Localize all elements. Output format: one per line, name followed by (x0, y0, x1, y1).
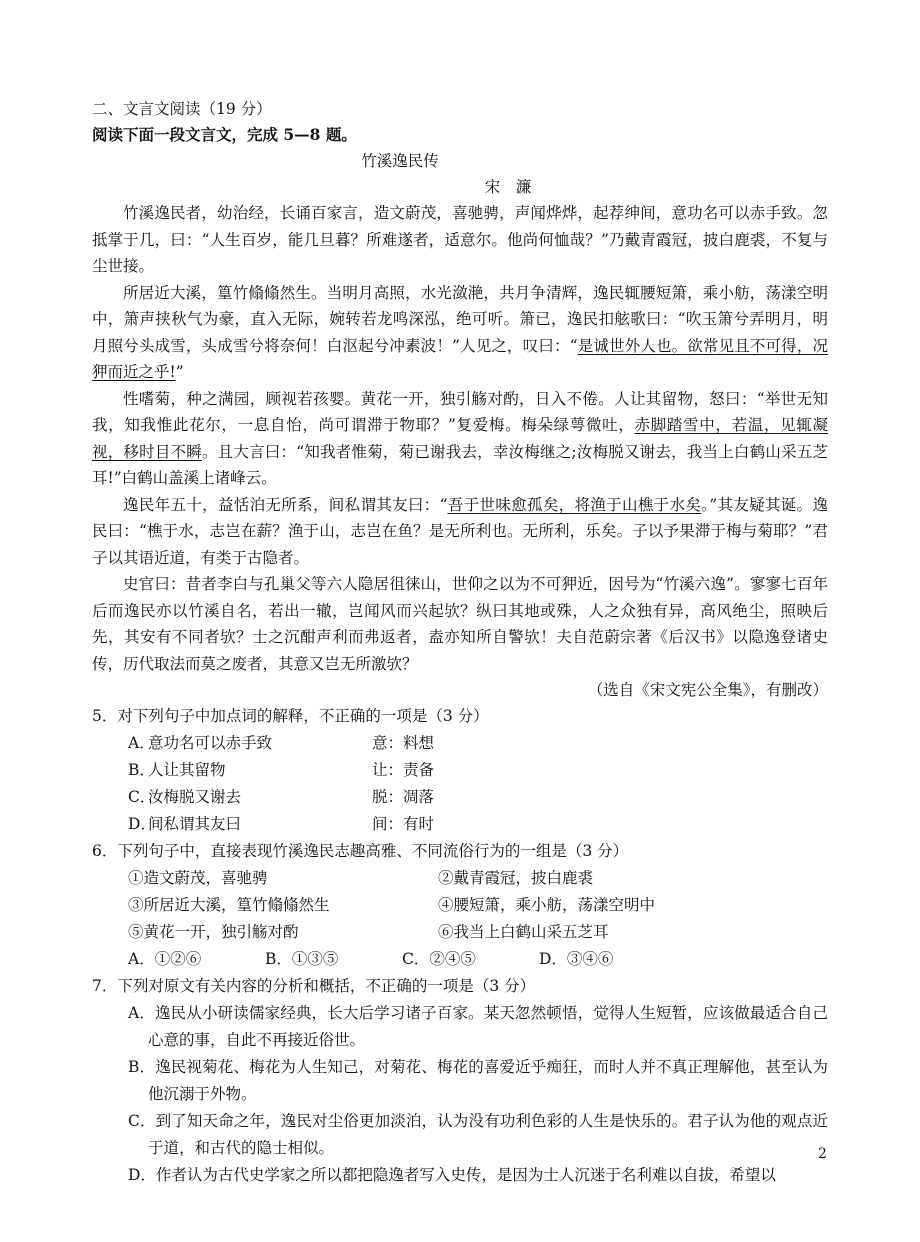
q5-option-text: 意功名可以赤手致 (148, 734, 273, 752)
q5-option-gloss: 脱：凋落 (372, 788, 435, 806)
passage-author: 宋 濂 (484, 178, 532, 196)
passage-title: 竹溪逸民传 (361, 152, 439, 170)
q6-item: ①造文蔚茂，喜驰骋 (128, 869, 268, 887)
p2-text-b: ” (175, 363, 184, 381)
q6-item: ④腰短箫，乘小舫，荡漾空明中 (438, 896, 656, 914)
instruction: 阅读下面一段文言文，完成 5—8 题。 (92, 125, 357, 144)
q5-option-d (92, 811, 828, 838)
q6-item: ③所居近大溪，篁竹翛翛然生 (128, 896, 330, 914)
question-5-stem: 5．对下列句子中加点词的解释，不正确的一项是（3 分） (92, 707, 489, 725)
q6-choices (92, 946, 828, 973)
q5-option-label: C． (128, 788, 156, 806)
p4-text-b: 。”其友疑其诞。逸民曰：“樵于水，志岂在薪？渔于山，志岂在鱼？是无所利也。无所利，乐矣。子以予果滞于梅与菊耶？”君子以其语近道，有类于古隐者。 (92, 495, 828, 567)
q6-item-row (92, 919, 828, 946)
q5-option-b (92, 757, 828, 784)
q6-item: ⑤黄花一开，独引觞对酌 (128, 923, 299, 941)
q5-option-gloss: 让：责备 (372, 761, 435, 779)
q6-item: ②戴青霞冠，披白鹿裘 (438, 869, 594, 887)
q7-option-c: C．到了知天命之年，逸民对尘俗更加淡泊，认为没有功利色彩的人生是快乐的。君子认为他的观点近于道，和古代的隐士相似。 (128, 1112, 828, 1157)
question-6-stem: 6．下列句子中，直接表现竹溪逸民志趣高雅、不同流俗行为的一组是（3 分） (92, 842, 629, 860)
p4-text-a: 逸民年五十，益恬泊无所系，间私谓其友曰：“ (123, 495, 448, 514)
q5-option-c (92, 784, 828, 811)
q6-choice-c: C．②④⑤ (402, 950, 476, 968)
q7-option-a: A．逸民从小研读儒家经典，长大后学习诸子百家。某天忽然顿悟，觉得人生短暂，应该做最适合自己心意的事，自此不再接近俗世。 (128, 1004, 828, 1049)
q5-option-gloss: 意：料想 (372, 734, 435, 752)
q5-option-text: 人让其留物 (148, 761, 226, 779)
q5-option-text: 间私谓其友曰 (148, 815, 242, 833)
q5-option-a (92, 730, 828, 757)
q6-item-row (92, 865, 828, 892)
passage-source: （选自《宋文宪公全集》，有删改） (587, 681, 828, 699)
q5-option-label: B． (128, 761, 155, 779)
q7-option-d: D．作者认为古代史学家之所以都把隐逸者写入史传，是因为士人沉迷于名利难以自拔，希望以 (128, 1166, 776, 1184)
p2-underlined: 是诚世外人也。欲常见且不可得，况狎而近之乎! (92, 336, 828, 381)
p3-text-a: 性嗜菊，种之满园，顾视若孩婴。黄花一开，独引觞对酌，日入不倦。人让其留物，怒曰：“举世无知我，知我惟此花尔，一息自怡，尚可谓滞于物耶？”复爱梅。梅朵绿萼微吐， (92, 389, 828, 434)
q5-option-label: A． (128, 734, 155, 752)
exam-page (92, 96, 828, 1189)
p2-text-a: 所居近大溪，篁竹翛翛然生。当明月高照，水光潋滟，共月争清辉，逸民辄腰短箫，乘小舫，荡漾空明中，箫声挟秋气为豪，直入无际，婉转若龙鸣深泓，绝可听。箫已，逸民扣舷歌曰：“吹玉箫兮弄明月，明月照兮头成雪，头成雪兮将奈何！白沤起兮冲素波！”人见之，叹曰：“ (92, 283, 828, 355)
q6-item: ⑥我当上白鹤山采五芝耳 (438, 923, 609, 941)
p4-underlined: 吾于世味愈孤矣，将渔于山樵于水矣 (447, 495, 702, 514)
section-heading: 二、文言文阅读（19 分） (92, 100, 272, 118)
q6-choice-a: A．①②⑥ (128, 950, 202, 968)
q6-item-row (92, 892, 828, 919)
passage-paragraph-3 (92, 386, 828, 492)
page-number: 2 (818, 1146, 827, 1162)
q7-option-b: B．逸民视菊花、梅花为人生知己，对菊花、梅花的喜爱近乎痴狂，而时人并不真正理解他，甚至认为他沉溺于外物。 (128, 1058, 828, 1103)
p3-text-b: 。且大言曰：“知我者惟菊，菊已谢我去，幸汝梅继之;汝梅脱又谢去，我当上白鹤山采五芝耳!”白鹤山盖溪上诸峰云。 (92, 442, 828, 487)
q5-option-label: D． (128, 815, 156, 833)
passage-paragraph-2 (92, 280, 828, 386)
question-7-stem: 7．下列对原文有关内容的分析和概括，不正确的一项是（3 分） (92, 977, 536, 995)
q5-option-text: 汝梅脱又谢去 (148, 788, 242, 806)
q5-option-gloss: 间：有时 (372, 815, 435, 833)
passage-paragraph-1: 竹溪逸民者，幼治经，长诵百家言，造文蔚茂，喜驰骋，声闻烨烨，起荐绅间，意功名可以赤手致。忽抵掌于几，曰：“人生百岁，能几旦暮？所难遂者，适意尔。他尚何恤哉？”乃戴青霞冠，披白鹿裘，不复与尘世接。 (92, 204, 828, 275)
passage-paragraph-5: 史官曰：昔者李白与孔巢父等六人隐居徂徕山，世仰之以为不可狎近，因号为“竹溪六逸”。寥寥七百年后而逸民亦以竹溪自名，若出一辙，岂闻风而兴起欤？纵曰其地或殊，人之众独有异，高风绝尘，照映后先，其安有不同者欤？士之沉酣声利而弗返者，盍亦知所自警欤！夫自范蔚宗著《后汉书》以隐逸登诸史传，历代取法而莫之废者，其意又岂无所激欤？ (92, 575, 828, 673)
passage-paragraph-4 (92, 492, 828, 572)
p3-underlined: 赤脚踏雪中，若温，见辄凝视，移时目不瞬 (92, 416, 828, 461)
q6-choice-b: B．①③⑤ (265, 950, 339, 968)
q6-choice-d: D．③④⑥ (539, 950, 614, 968)
